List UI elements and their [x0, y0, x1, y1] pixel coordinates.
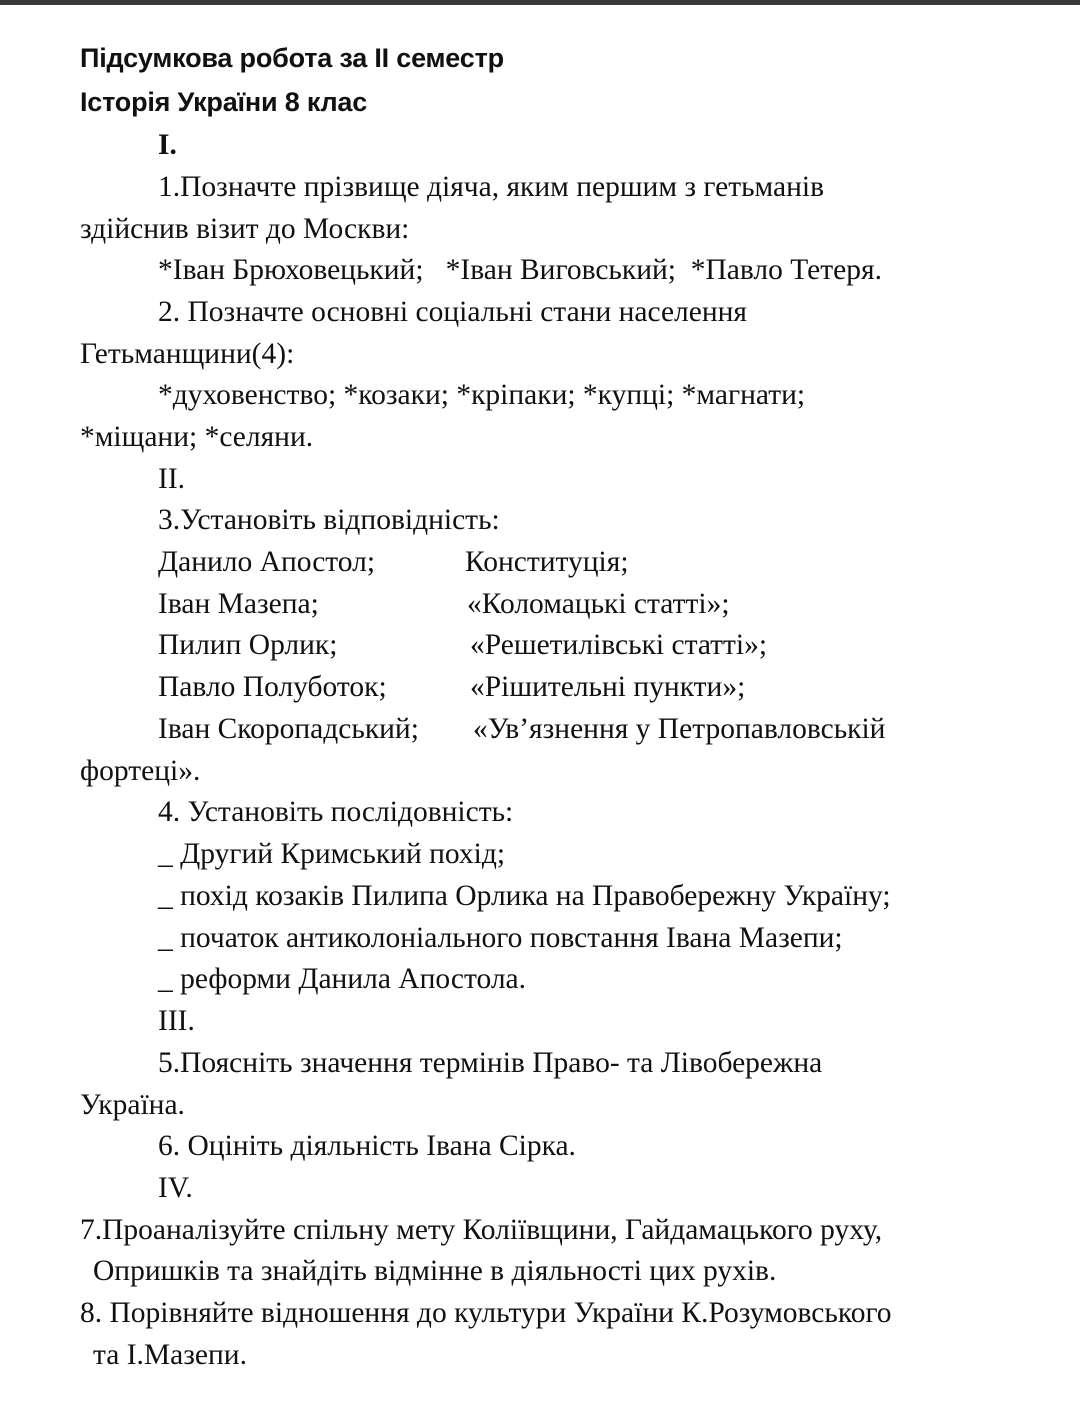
match-right: «Ув’язнення у Петропавловській [473, 713, 886, 745]
question-1-options: *Іван Брюховецький; *Іван Виговський; *Павло Тетеря. [158, 254, 882, 286]
question-8-line-1: 8. Порівняйте відношення до культури України К.Розумовського [80, 1297, 892, 1329]
question-1-line-1: 1.Позначте прізвище діяча, яким першим з гетьманів [158, 171, 825, 203]
match-left: Пилип Орлик; [158, 629, 338, 661]
match-left: Данило Апостол; [158, 546, 376, 578]
sequence-item: _ Другий Кримський похід; [158, 838, 506, 870]
match-right: «Рішительні пункти»; [470, 671, 746, 703]
question-2-line-2: Гетьманщини(4): [80, 338, 295, 370]
match-left: Павло Полуботок; [158, 671, 387, 703]
top-border [0, 0, 1080, 5]
section-numeral-3: ІІІ. [158, 1005, 195, 1037]
section-numeral-4: ІV. [158, 1172, 193, 1204]
question-5-line-2: Україна. [80, 1089, 185, 1121]
section-numeral-1: І. [158, 129, 177, 161]
question-7-line-2: Опришків та знайдіть відмінне в діяльності цих рухів. [93, 1255, 777, 1287]
sequence-item: _ реформи Данила Апостола. [158, 963, 527, 995]
question-8-line-2: та І.Мазепи. [93, 1339, 247, 1371]
question-1-line-2: здійснив візит до Москви: [80, 213, 410, 245]
question-2-line-1: 2. Позначте основні соціальні стани населення [158, 296, 747, 328]
sequence-item: _ початок антиколоніального повстання Івана Мазепи; [158, 922, 843, 954]
match-left: Іван Мазепа; [158, 588, 319, 620]
match-right: «Решетилівські статті»; [470, 629, 768, 661]
question-4-title: 4. Установіть послідовність: [158, 796, 514, 828]
question-2-options-line-2: *міщани; *селяни. [80, 421, 314, 453]
match-right: «Коломацькі статті»; [467, 588, 730, 620]
question-3-title: 3.Установіть відповідність: [158, 504, 500, 536]
question-5-line-1: 5.Поясніть значення термінів Право- та Лівобережна [158, 1047, 823, 1079]
match-left: Іван Скоропадський; [158, 713, 419, 745]
question-6: 6. Оцініть діяльність Івана Сірка. [158, 1130, 576, 1162]
sequence-item: _ похід козаків Пилипа Орлика на Правобережну Україну; [158, 880, 891, 912]
page-title: Підсумкова робота за ІІ семестр [80, 43, 504, 73]
match-continuation: фортеці». [80, 755, 201, 787]
match-right: Конституція; [465, 546, 629, 578]
page-subtitle: Історія України 8 клас [80, 87, 368, 117]
question-7-line-1: 7.Проаналізуйте спільну мету Коліївщини, Гайдамацького руху, [80, 1214, 883, 1246]
question-2-options-line-1: *духовенство; *козаки; *кріпаки; *купці; *магнати; [158, 379, 806, 411]
section-numeral-2: ІІ. [158, 463, 186, 495]
